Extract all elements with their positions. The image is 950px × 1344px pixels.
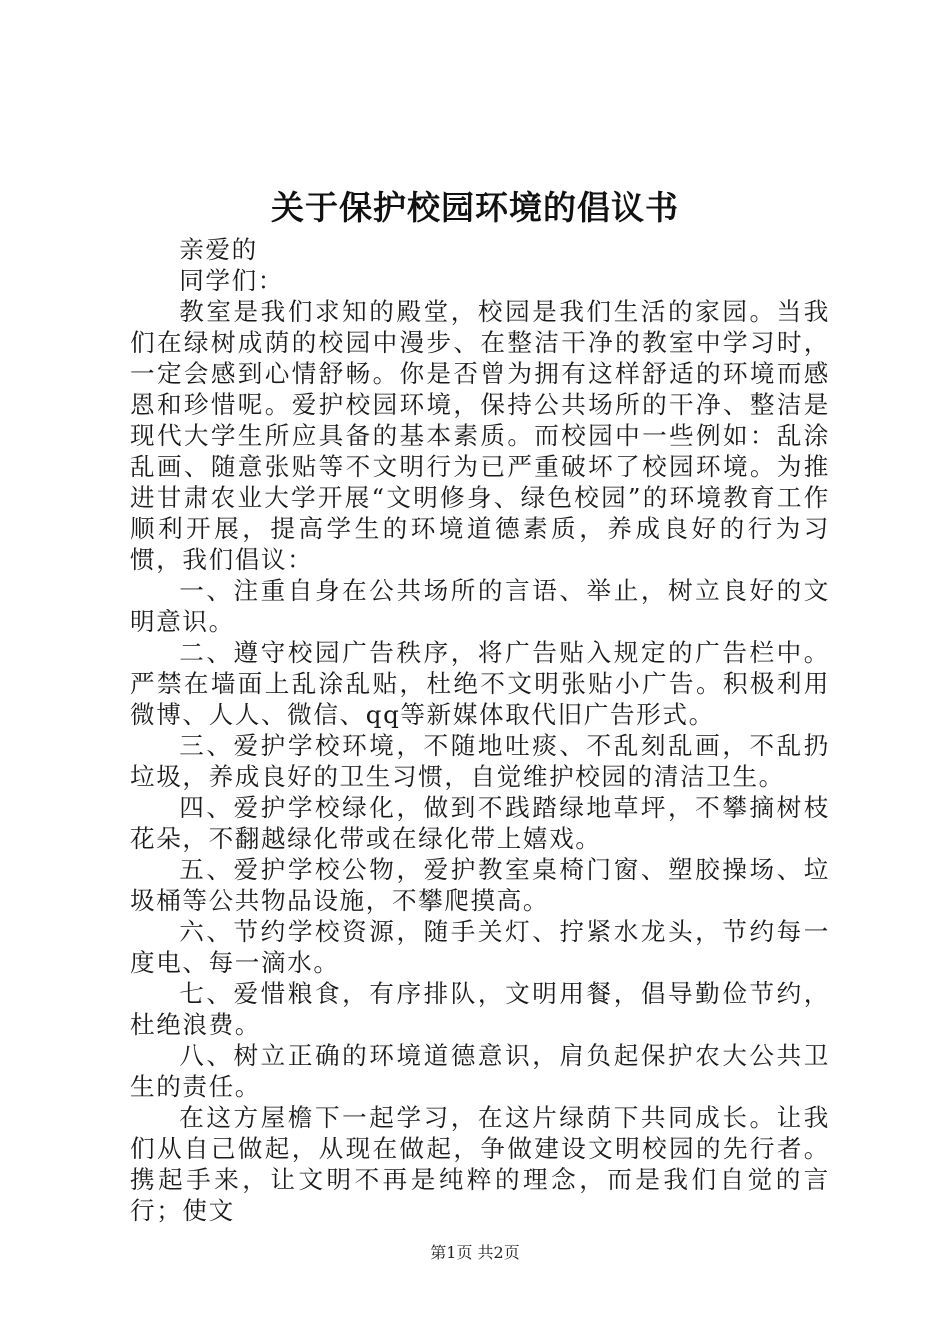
body-paragraph: 二、遵守校园广告秩序，将广告贴入规定的广告栏中。严禁在墙面上乱涂乱贴，杜绝不文明张贴小广告。积极利用微博、人人、微信、qq等新媒体取代旧广告形式。 xyxy=(130,638,830,729)
body-paragraph: 三、爱护学校环境，不随地吐痰、不乱刻乱画，不乱扔垃圾，养成良好的卫生习惯，自觉维护校园的清洁卫生。 xyxy=(130,731,830,791)
body-paragraph: 五、爱护学校公物，爱护教室桌椅门窗、塑胶操场、垃圾桶等公共物品设施，不攀爬摸高。 xyxy=(130,855,830,915)
document-title: 关于保护校园环境的倡议书 xyxy=(271,188,679,227)
body-paragraph: 七、爱惜粮食，有序排队，文明用餐，倡导勤俭节约，杜绝浪费。 xyxy=(130,979,830,1039)
body-paragraph: 在这方屋檐下一起学习，在这片绿荫下共同成长。让我们从自己做起，从现在做起，争做建设文明校园的先行者。携起手来，让文明不再是纯粹的理念，而是我们自觉的言行；使文 xyxy=(130,1103,830,1225)
body-paragraph: 一、注重自身在公共场所的言语、举止，树立良好的文明意识。 xyxy=(130,576,830,636)
body-paragraph: 教室是我们求知的殿堂，校园是我们生活的家园。当我们在绿树成荫的校园中漫步、在整洁干净的教室中学习时，一定会感到心情舒畅。你是否曾为拥有这样舒适的环境而感恩和珍惜呢。爱护校园环境，保持公共场所的干净、整洁是现代大学生所应具备的基本素质。而校园中一些例如：乱涂乱画、随意张贴等不文明行为已严重破坏了校园环境。为推进甘肃农业大学开展“文明修身、绿色校园”的环境教育工作顺利开展，提高学生的环境道德素质，养成良好的行为习惯，我们倡议： xyxy=(130,297,830,574)
body-paragraph: 四、爱护学校绿化，做到不践踏绿地草坪，不攀摘树枝花朵，不翻越绿化带或在绿化带上嬉戏。 xyxy=(130,793,830,853)
body-paragraph: 六、节约学校资源，随手关灯、拧紧水龙头，节约每一度电、每一滴水。 xyxy=(130,917,830,977)
salutation-line: 亲爱的 xyxy=(179,235,258,264)
document-body xyxy=(130,234,830,1226)
page-footer: 第1页 共2页 xyxy=(430,1243,520,1262)
body-paragraph: 八、树立正确的环境道德意识，肩负起保护农大公共卫生的责任。 xyxy=(130,1041,830,1101)
salutation-line: 同学们： xyxy=(179,266,284,295)
